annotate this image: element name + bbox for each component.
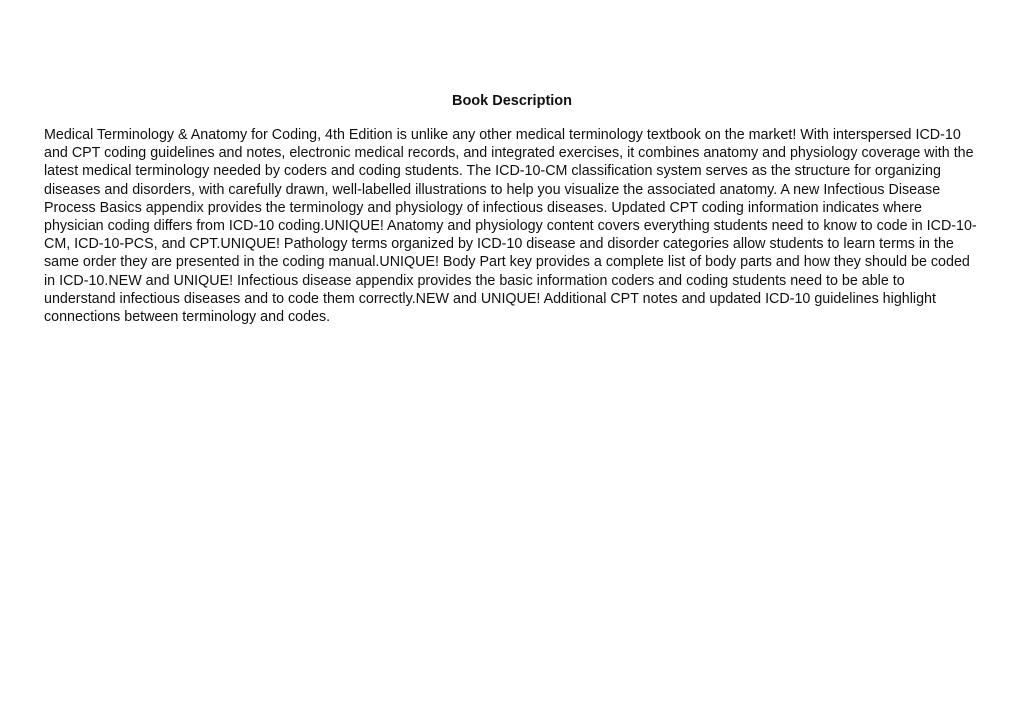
description-paragraph: Medical Terminology & Anatomy for Coding, 4th Edition is unlike any other medical terminology textbook on the market! With interspersed ICD-10 and CPT coding guidelines and notes, electronic medical records, and integrated exercises, it combines anatomy and physiology coverage with the latest medical terminology needed by coders and coding students. The ICD-10-CM classification system serves as the structure for organizing diseases and disorders, with carefully drawn, well-labelled illustrations to help you visualize the associated anatomy. A new Infectious Disease Process Basics appendix provides the terminology and physiology of infectious diseases. Updated CPT coding information indicates where physician coding differs from ICD-10 coding.UNIQUE! Anatomy and physiology content covers everything students need to know to code in ICD-10-CM, ICD-10-PCS, and CPT.UNIQUE! Pathology terms organized by ICD-10 disease and disorder categories allow students to learn terms in the same order they are presented in the coding manual.UNIQUE! Body Part key provides a complete list of body parts and how they should be coded in ICD-10.NEW and UNIQUE! Infectious disease appendix provides the basic information coders and coding students need to be able to understand infectious diseases and to code them correctly.NEW and UNIQUE! Additional CPT notes and updated ICD-10 guidelines highlight connections between terminology and codes. <box>44 127 977 326</box>
page-title: Book Description <box>451 93 573 109</box>
